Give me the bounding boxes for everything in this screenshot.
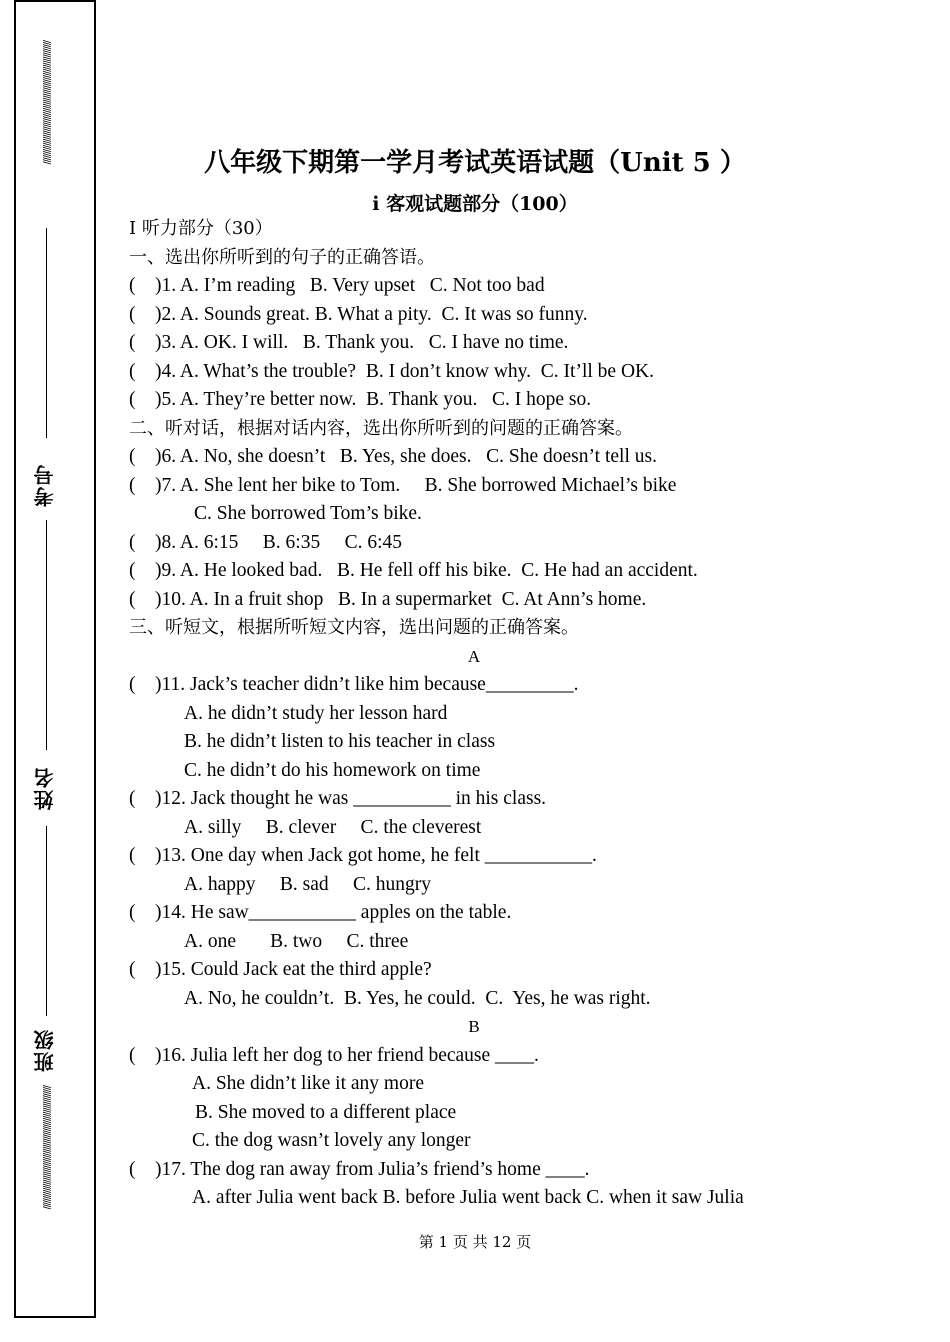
option-line: C. he didn’t do his homework on time [184,759,481,781]
question-line: ( )16. Julia left her dog to her friend because ____. [129,1044,539,1066]
question-line: ( )4. A. What’s the trouble? B. I don’t know why. C. It’ll be OK. [129,360,654,382]
question-line: ( )6. A. No, she doesn’t B. Yes, she does. C. She doesn’t tell us. [129,446,657,467]
page-number: 第 1 页 共 12 页 [418,1233,532,1251]
question-line: ( )12. Jack thought he was __________ in his class. [129,788,547,809]
section-heading: 三、听短文，根据所听短文内容，选出问题的正确答案。 [129,617,579,638]
section-heading: 一、选出你所听到的句子的正确答语。 [129,246,435,268]
option-line: A. No, he couldn’t. B. Yes, he could. C. Yes, he was right. [184,987,651,1009]
question-line: ( )8. A. 6:15 B. 6:35 C. 6:45 [129,531,403,553]
question-line: ( )13. One day when Jack got home, he felt ___________. [129,845,597,866]
option-line: A. after Julia went back B. before Julia went back C. when it saw Julia [192,1187,744,1208]
option-line: A. happy B. sad C. hungry [184,873,431,895]
binding-slashes-top: //////////////////////////////////////////////////////////// [40,40,52,164]
passage-label: B [468,1017,480,1036]
question-line: ( )5. A. They’re better now. B. Thank you. C. I hope so. [129,389,592,410]
name-line-1 [46,520,47,750]
exam-body [129,215,849,1213]
option-line: C. the dog wasn’t lovely any longer [192,1130,471,1151]
question-line: ( )11. Jack’s teacher didn’t like him because_________. [129,674,579,695]
question-line: ( )15. Could Jack eat the third apple? [129,959,432,980]
option-line: B. he didn’t listen to his teacher in class [184,731,496,752]
question-line: ( )10. A. In a fruit shop B. In a supermarket C. At Ann’s home. [129,588,647,610]
class-label: 班级 [33,1028,57,1072]
name-line-top [46,228,47,438]
binding-margin [14,0,96,1318]
option-line: A. one B. two C. three [184,930,409,952]
question-line: ( )17. The dog ran away from Julia’s friend’s home ____. [129,1158,590,1180]
question-line: ( )2. A. Sounds great. B. What a pity. C. It was so funny. [129,303,588,325]
question-line: ( )14. He saw___________ apples on the table. [129,902,512,923]
exam-title: 八年级下期第一学月考试英语试题（Unit 5 ） [204,148,746,178]
passage-label: A [467,646,481,666]
student-name-label: 姓名 [33,766,57,810]
option-line: C. She borrowed Tom’s bike. [194,503,422,524]
part-heading: I 听力部分（30） [129,218,273,239]
exam-number-label: 考号 [33,463,57,507]
question-line: ( )7. A. She lent her bike to Tom. B. She borrowed Michael’s bike [129,474,677,496]
binding-slashes-bottom: //////////////////////////////////////////////////////////// [40,1085,52,1209]
option-line: B. She moved to a different place [195,1101,457,1123]
question-line: ( )1. A. I’m reading B. Very upset C. Not too bad [129,275,545,296]
option-line: A. silly B. clever C. the cleverest [184,816,482,838]
name-line-2 [46,826,47,1016]
question-line: ( )9. A. He looked bad. B. He fell off his bike. C. He had an accident. [129,560,698,581]
option-line: A. he didn’t study her lesson hard [184,702,448,724]
section-heading: 二、听对话，根据对话内容，选出你所听到的问题的正确答案。 [129,417,633,439]
option-line: A. She didn’t like it any more [192,1073,424,1094]
section-subtitle: ⅰ 客观试题部分（100） [372,193,578,215]
question-line: ( )3. A. OK. I will. B. Thank you. C. I have no time. [129,332,569,353]
